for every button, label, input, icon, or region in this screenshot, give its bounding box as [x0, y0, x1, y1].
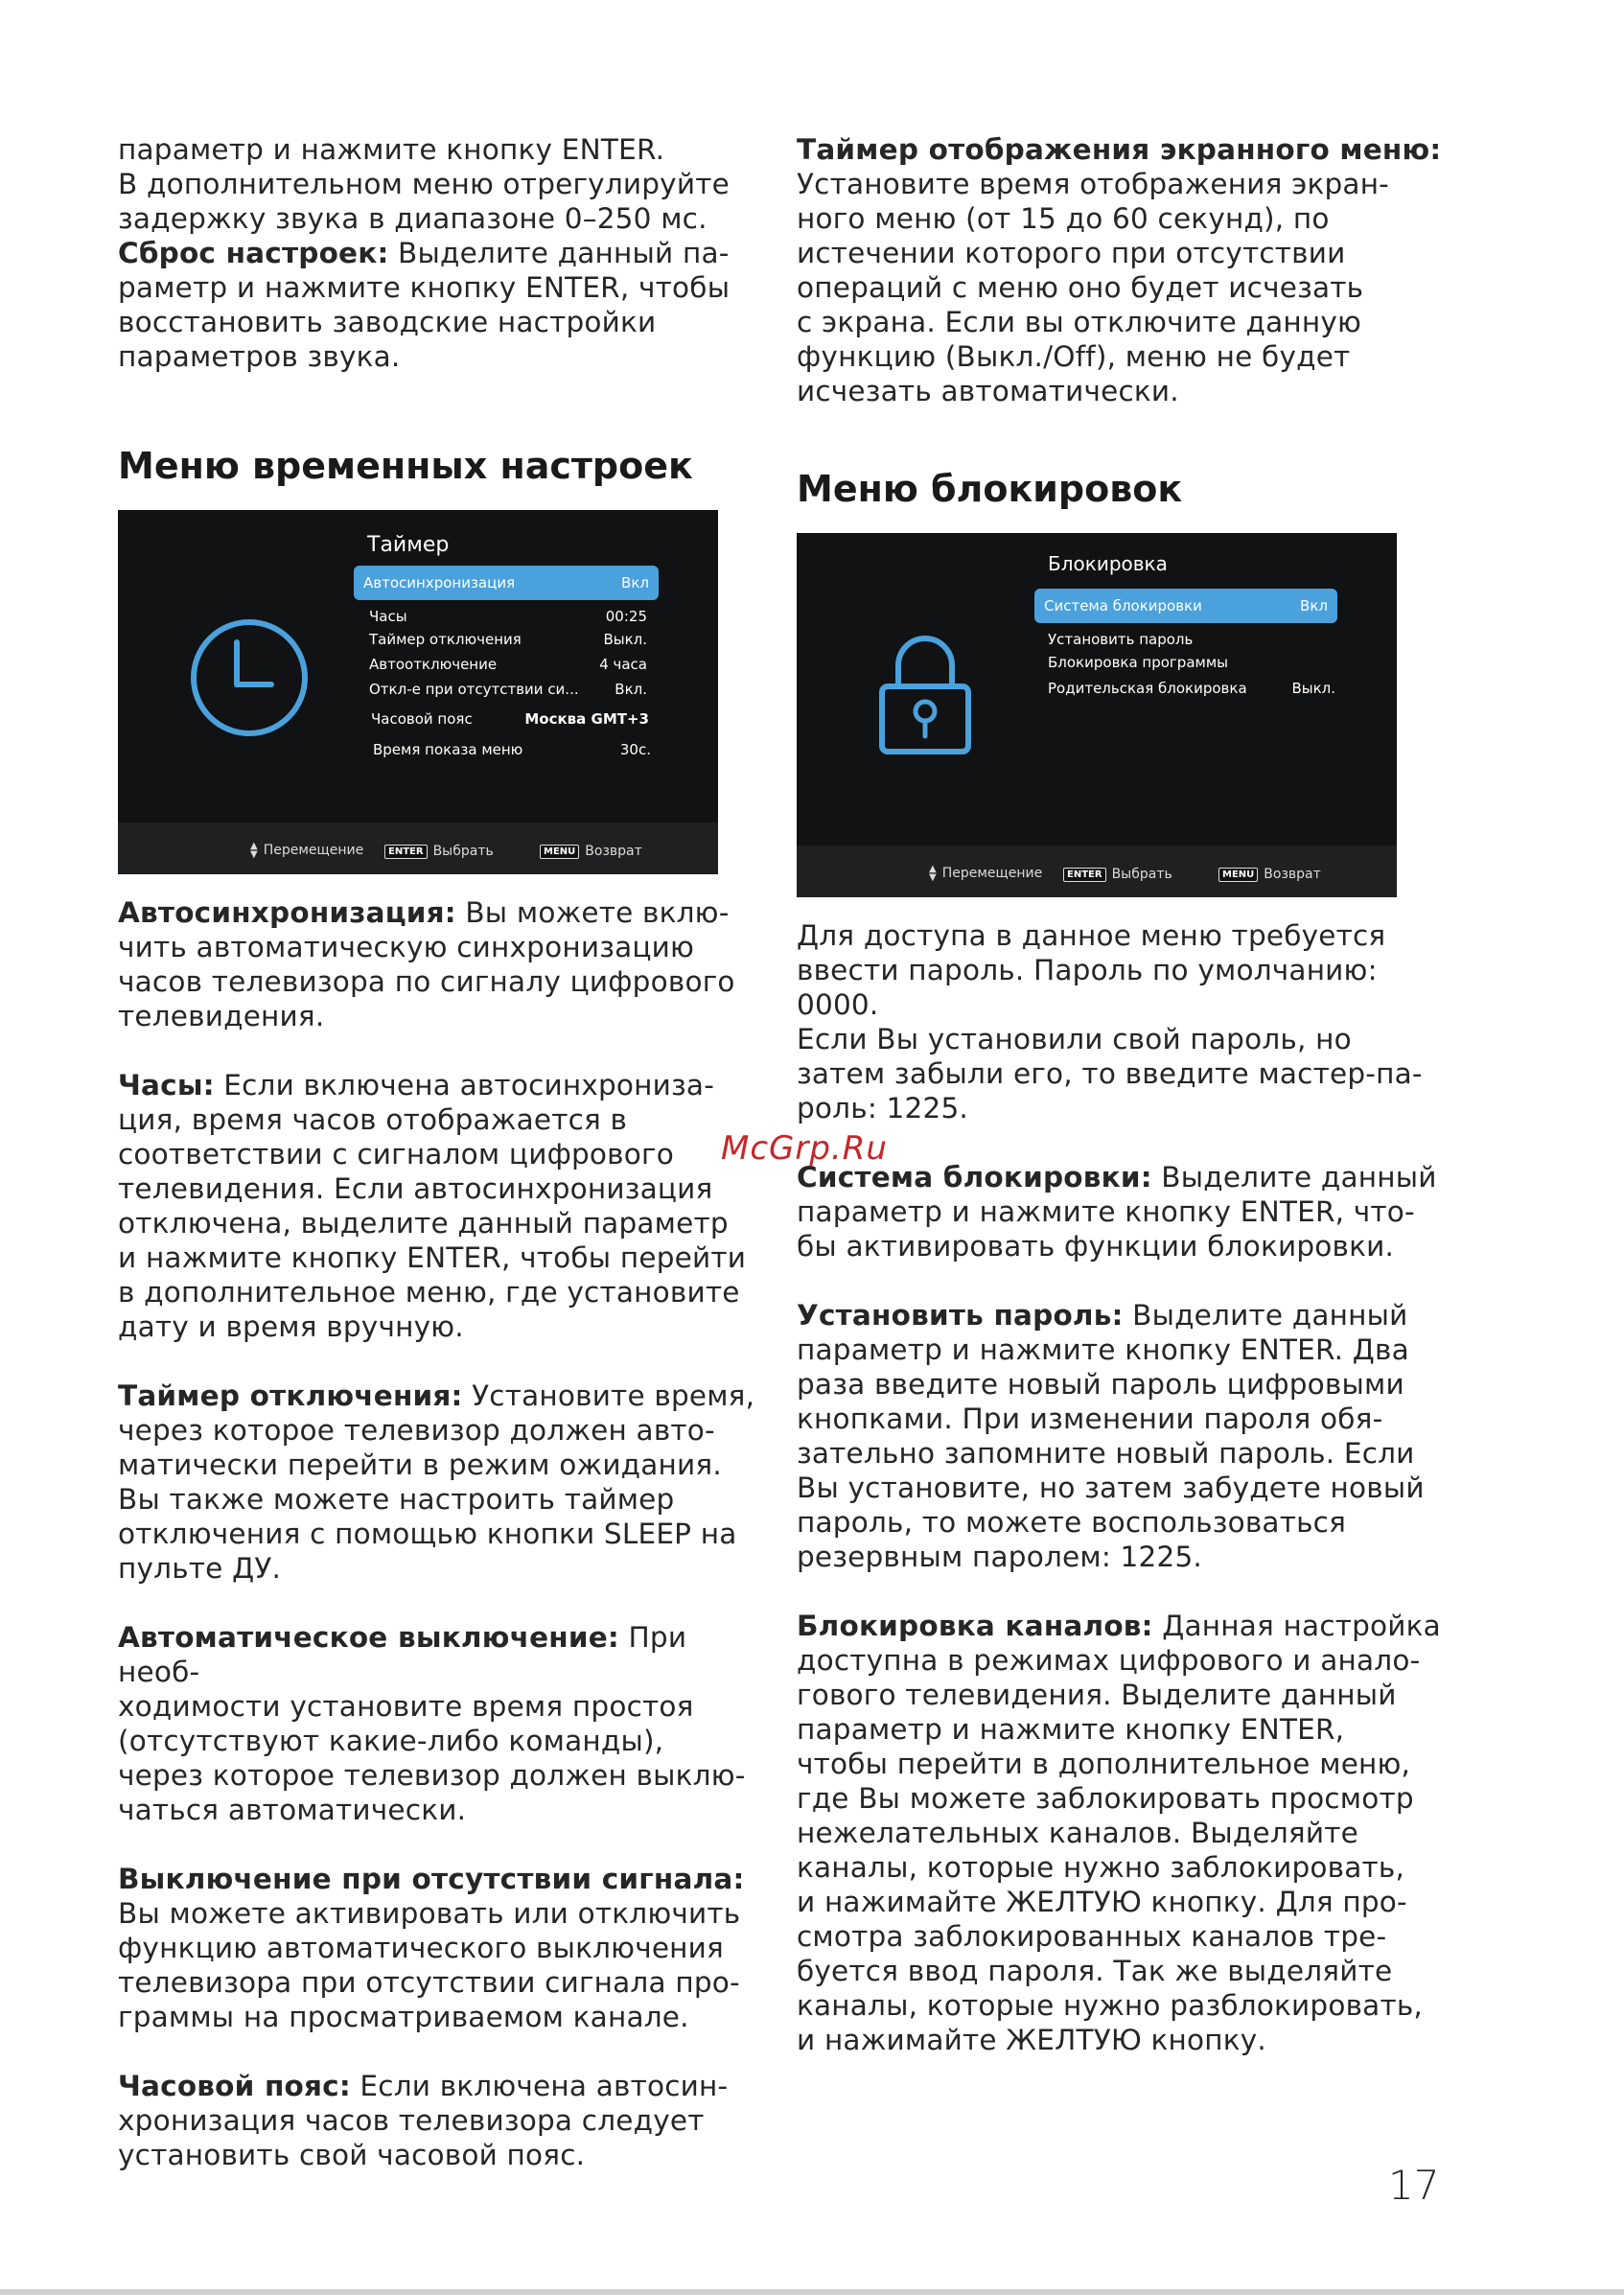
no-signal-off-desc: Вы можете активировать или отключить функцию автоматического выключения телевизора при отсутствии сигнала про- граммы на просматриваемом канале.: [118, 1897, 741, 2033]
menu-item-value: Вкл.: [615, 681, 647, 698]
menu-item-value: Вкл: [1300, 597, 1328, 614]
autosync-term: Автосинхронизация:: [118, 896, 456, 929]
hint-back-label: Возврат: [1264, 867, 1321, 882]
reset-settings-desc: Выделите данный па- раметр и нажмите кнопку ENTER, чтобы восстановить заводские настройки параметров звука.: [118, 237, 731, 373]
padlock-icon: [877, 631, 973, 755]
hint-select-label: Выбрать: [432, 844, 494, 859]
hint-select: [384, 844, 494, 859]
autosync-desc: Вы можете вклю- чить автоматическую синхронизацию часов телевизора по сигналу цифрового телевидения.: [118, 896, 735, 1032]
auto-off-text: [118, 1620, 770, 1827]
menu-item-value: 4 часа: [599, 656, 647, 673]
lock-menu-screenshot: [797, 533, 1397, 897]
menu-item-value: 30с.: [619, 741, 651, 758]
menu-item-label: Время показа меню: [373, 741, 523, 758]
page-bottom-edge: [0, 2289, 1624, 2295]
audio-delay-text: параметр и нажмите кнопку ENTER. В дополнительном меню отрегулируйте задержку звука в диапазоне 0–250 мс.: [118, 133, 730, 235]
osd-timer-term: Таймер отображения экранного меню:: [797, 133, 1442, 166]
lock-system-desc: Выделите данный параметр и нажмите кнопку ENTER, что- бы активировать функции блокировки.: [797, 1161, 1437, 1263]
menu-item-program-block[interactable]: [1048, 650, 1335, 675]
enter-key-icon: ENTER: [1063, 868, 1106, 882]
menu-item-timezone[interactable]: [371, 706, 649, 732]
right-column: [797, 132, 1449, 2057]
menu-item-label: Часовой пояс: [371, 710, 473, 728]
timezone-term: Часовой пояс:: [118, 2070, 351, 2102]
hint-move-label: Перемещение: [263, 843, 364, 858]
clock-term: Часы:: [118, 1069, 215, 1101]
reset-settings-term: Сброс настроек:: [118, 237, 389, 269]
lock-menu-heading: Меню блокировок: [797, 468, 1183, 510]
menu-item-label: Откл-е при отсутствии си...: [369, 681, 579, 698]
hint-back: [1218, 867, 1321, 882]
updown-arrow-icon: ▲ ▼: [929, 864, 937, 883]
menu-key-icon: MENU: [540, 845, 579, 859]
menu-key-icon: MENU: [1218, 868, 1258, 882]
hint-move: [929, 865, 1042, 882]
page-number: 17: [1388, 2162, 1440, 2209]
hint-move-label: Перемещение: [941, 866, 1043, 881]
menu-item-clock[interactable]: [369, 604, 647, 629]
clock-desc: Если включена автосинхрониза- ция, время часов отображается в соответствии с сигналом цифрового телевидения. Если автосинхронизация отключена, выделите данный параметр и нажмите кнопку ENTER, чтобы перейти в дополнительное меню, где установите дату и время вручную.: [118, 1069, 747, 1343]
menu-item-sleep-timer[interactable]: [369, 627, 647, 652]
channel-lock-desc: Данная настройка доступна в режимах цифрового и анало- гового телевидения. Выделите данный параметр и нажмите кнопку ENTER, чтобы перейти в дополнительное меню, где Вы можете заблокировать просмотр нежелательных каналов. Выделяйте каналы, которые нужно заблокировать, и нажимайте ЖЕЛТУЮ кнопку. Для про- смотра заблокированных каналов тре- буется ввод пароля. Так же выделяйте каналы, которые нужно разблокировать, и нажимайте ЖЕЛТУЮ кнопку.: [797, 1610, 1441, 2056]
menu-item-lock-system[interactable]: [1034, 589, 1337, 623]
no-signal-off-text: [118, 1862, 770, 2034]
lock-menu-title: Блокировка: [1048, 552, 1168, 575]
reset-settings-text: [118, 236, 770, 374]
hint-back-label: Возврат: [585, 844, 642, 859]
menu-item-value: 00:25: [605, 608, 647, 625]
menu-item-label: Родительская блокировка: [1048, 680, 1247, 697]
timezone-text: [118, 2069, 770, 2172]
menu-item-parental-lock[interactable]: [1048, 675, 1335, 702]
menu-item-value: Выкл.: [603, 631, 647, 648]
timer-menu-title: Таймер: [367, 533, 450, 557]
timer-menu-screenshot: [118, 510, 718, 874]
menu-item-no-signal-off[interactable]: [369, 677, 647, 702]
clock-icon: [187, 615, 312, 740]
hint-back: [540, 844, 642, 859]
menu-item-label: Автоотключение: [369, 656, 498, 673]
hint-select-label: Выбрать: [1111, 867, 1172, 882]
sleep-timer-desc: Установите время, через которое телевизор должен авто- матически перейти в режим ожидания. Вы также можете настроить таймер отключения с помощью кнопки SLEEP на пульте ДУ.: [118, 1379, 755, 1585]
menu-item-auto-off[interactable]: [369, 652, 647, 677]
lock-system-term: Система блокировки:: [797, 1161, 1152, 1194]
auto-off-term: Автоматическое выключение:: [118, 1621, 619, 1654]
set-password-desc: Выделите данный параметр и нажмите кнопку ENTER. Два раза введите новый пароль цифровыми кнопками. При изменении пароля обя- зательно запомните новый пароль. Если Вы установите, но затем забудете новый пароль, то можете воспользоваться резервным паролем: 1225.: [797, 1299, 1425, 1573]
menu-item-value: Вкл: [621, 574, 649, 591]
timezone-desc: Если включена автосин- хронизация часов телевизора следует установить свой часовой пояс.: [118, 2070, 729, 2171]
enter-key-icon: ENTER: [384, 845, 428, 859]
menu-item-autosync[interactable]: [354, 566, 659, 600]
set-password-term: Установить пароль:: [797, 1299, 1124, 1332]
channel-lock-term: Блокировка каналов:: [797, 1610, 1153, 1642]
menu-item-label: Часы: [369, 608, 407, 625]
no-signal-off-term: Выключение при отсутствии сигнала:: [118, 1863, 745, 1895]
osd-timer-desc: Установите время отображения экран- ного меню (от 15 до 60 секунд), по истечении которого при отсутствии операций с меню оно будет исчезать с экрана. Если вы отключите данную функцию (Выкл./Off), меню не будет исчезать автоматически.: [797, 168, 1390, 407]
menu-item-set-password[interactable]: [1048, 627, 1335, 652]
menu-item-label: Установить пароль: [1048, 631, 1194, 648]
auto-off-desc: При необ- ходимости установите время простоя (отсутствуют какие-либо команды), через которое телевизор должен выклю- чаться автоматически.: [118, 1621, 746, 1826]
left-column: [118, 132, 770, 2172]
clock-text: [118, 1068, 770, 1344]
menu-item-label: Автосинхронизация: [363, 574, 516, 591]
menu-item-osd-time[interactable]: [373, 736, 651, 763]
watermark: McGrp.Ru: [721, 1129, 888, 1168]
set-password-text: [797, 1298, 1449, 1574]
channel-lock-text: [797, 1609, 1449, 2057]
updown-arrow-icon: ▲ ▼: [250, 841, 258, 860]
lock-intro-text: Для доступа в данное меню требуется ввести пароль. Пароль по умолчанию: 0000. Если Вы установили свой пароль, но затем забыли его, то введите мастер-па- роль: 1225.: [797, 919, 1423, 1124]
menu-item-value: Выкл.: [1291, 680, 1335, 697]
hint-select: [1063, 867, 1172, 882]
lock-system-text: [797, 1160, 1449, 1263]
osd-timer-text: [797, 132, 1449, 408]
sleep-timer-term: Таймер отключения:: [118, 1379, 463, 1412]
menu-item-label: Таймер отключения: [369, 631, 522, 648]
menu-item-value: Москва GMT+3: [524, 710, 649, 728]
menu-item-label: Система блокировки: [1044, 597, 1202, 614]
menu-item-label: Блокировка программы: [1048, 654, 1228, 671]
sleep-timer-text: [118, 1379, 770, 1586]
time-settings-heading: Меню временных настроек: [118, 445, 693, 487]
autosync-text: [118, 895, 770, 1033]
hint-move: [250, 842, 363, 859]
